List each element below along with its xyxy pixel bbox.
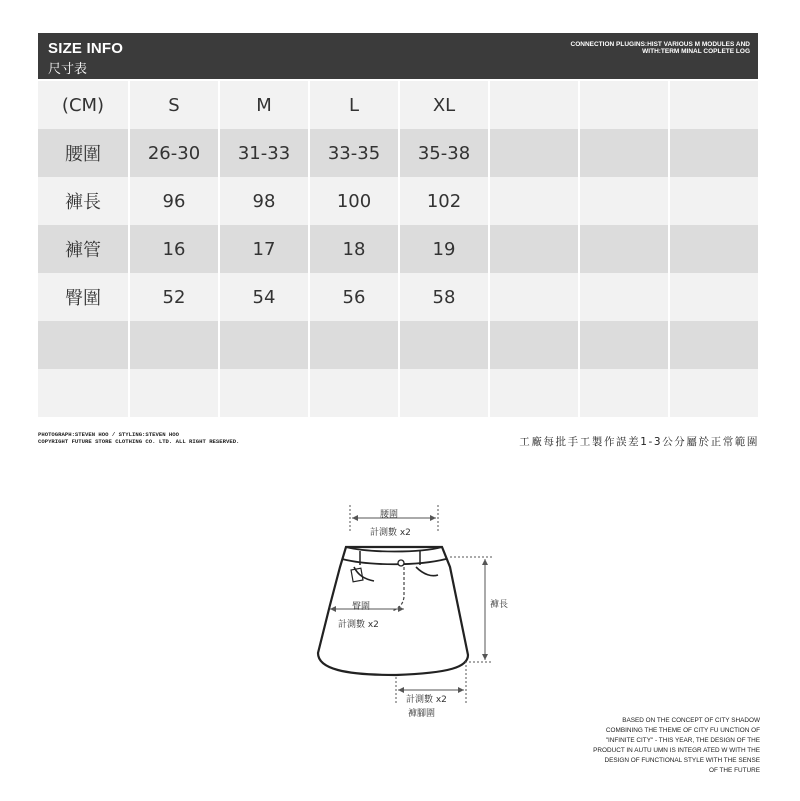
header-right-line-2: WITH:TERM MINAL COPLETE LOG [642, 48, 750, 55]
row-label: 腰圍 [38, 129, 128, 177]
header-right-text [571, 41, 750, 55]
table-cell: 31-33 [220, 129, 308, 177]
table-cell [670, 369, 758, 417]
table-header-size: L [310, 81, 398, 129]
waist-measure: 計測數 x2 [370, 528, 411, 538]
table-cell: 58 [400, 273, 488, 321]
table-cell [670, 273, 758, 321]
length-label: 褲長 [490, 600, 509, 610]
table-cell [670, 177, 758, 225]
table-cell [220, 369, 308, 417]
table-cell [580, 369, 668, 417]
table-cell [580, 225, 668, 273]
header-right-line-1: CONNECTION PLUGINS:HIST VARIOUS M MODULES AND [570, 41, 750, 48]
size-table [38, 81, 758, 417]
waist-label: 腰圍 [380, 510, 399, 520]
hem-measure: 計測數 x2 [406, 695, 447, 705]
table-cell: 100 [310, 177, 398, 225]
hem-label: 褲腳圍 [408, 709, 436, 719]
table-cell: 33-35 [310, 129, 398, 177]
table-cell: 16 [130, 225, 218, 273]
table-header-size: M [220, 81, 308, 129]
table-cell [490, 225, 578, 273]
hip-label: 臀圍 [352, 602, 371, 612]
header-bar [38, 33, 758, 79]
credits [38, 431, 239, 445]
table-cell [580, 129, 668, 177]
table-cell [670, 321, 758, 369]
table-cell [490, 129, 578, 177]
table-cell [400, 321, 488, 369]
table-cell: 26-30 [130, 129, 218, 177]
table-header-size [490, 81, 578, 129]
row-label [38, 321, 128, 369]
table-cell: 98 [220, 177, 308, 225]
table-cell: 19 [400, 225, 488, 273]
table-cell [580, 273, 668, 321]
table-cell [670, 225, 758, 273]
table-cell: 17 [220, 225, 308, 273]
table-cell [400, 369, 488, 417]
table-cell [490, 273, 578, 321]
table-header-size: XL [400, 81, 488, 129]
table-cell: 54 [220, 273, 308, 321]
hip-measure: 計測數 x2 [338, 620, 379, 630]
table-cell [580, 177, 668, 225]
table-header-size: S [130, 81, 218, 129]
table-cell: 96 [130, 177, 218, 225]
table-cell [130, 321, 218, 369]
table-cell [220, 321, 308, 369]
table-header-size [670, 81, 758, 129]
row-label: 臀圍 [38, 273, 128, 321]
table-cell: 56 [310, 273, 398, 321]
table-cell [490, 321, 578, 369]
description-text: BASED ON THE CONCEPT OF CITY SHADOW COMBINING THE THEME OF CITY FU UNCTION OF "INFINITE CITY" - THIS YEAR, THE DESIGN OF THE PRODUCT IN AUTU UMN IS INTEGR ATED W WITH THE DESIGN OF FUNCTIONAL STYLE WITH THE SENSE OF THE FUTURE [593, 717, 760, 774]
row-label: 褲長 [38, 177, 128, 225]
tolerance-note: 工廠每批手工製作誤差1-3公分屬於正常範圍 [519, 436, 759, 448]
credit-line-2: COPYRIGHT FUTURE STORE CLOTHING CO. LTD. ALL RIGHT RESERVED. [38, 438, 240, 445]
credit-line-1: PHOTOGRAPH:STEVEN HOO / STYLING:STEVEN HOO [38, 431, 179, 438]
table-cell [130, 369, 218, 417]
title-en: SIZE INFO [48, 40, 124, 57]
title-zh: 尺寸表 [48, 62, 88, 77]
table-cell [310, 369, 398, 417]
table-cell [490, 369, 578, 417]
table-cell [670, 129, 758, 177]
table-cell: 18 [310, 225, 398, 273]
measurement-diagram [300, 495, 530, 730]
table-cell [310, 321, 398, 369]
table-cell [490, 177, 578, 225]
table-cell: 102 [400, 177, 488, 225]
table-cell: 52 [130, 273, 218, 321]
table-cell [580, 321, 668, 369]
table-cell: 35-38 [400, 129, 488, 177]
row-label [38, 369, 128, 417]
table-header-size [580, 81, 668, 129]
row-label: 褲管 [38, 225, 128, 273]
table-header-unit: (CM) [38, 81, 128, 129]
